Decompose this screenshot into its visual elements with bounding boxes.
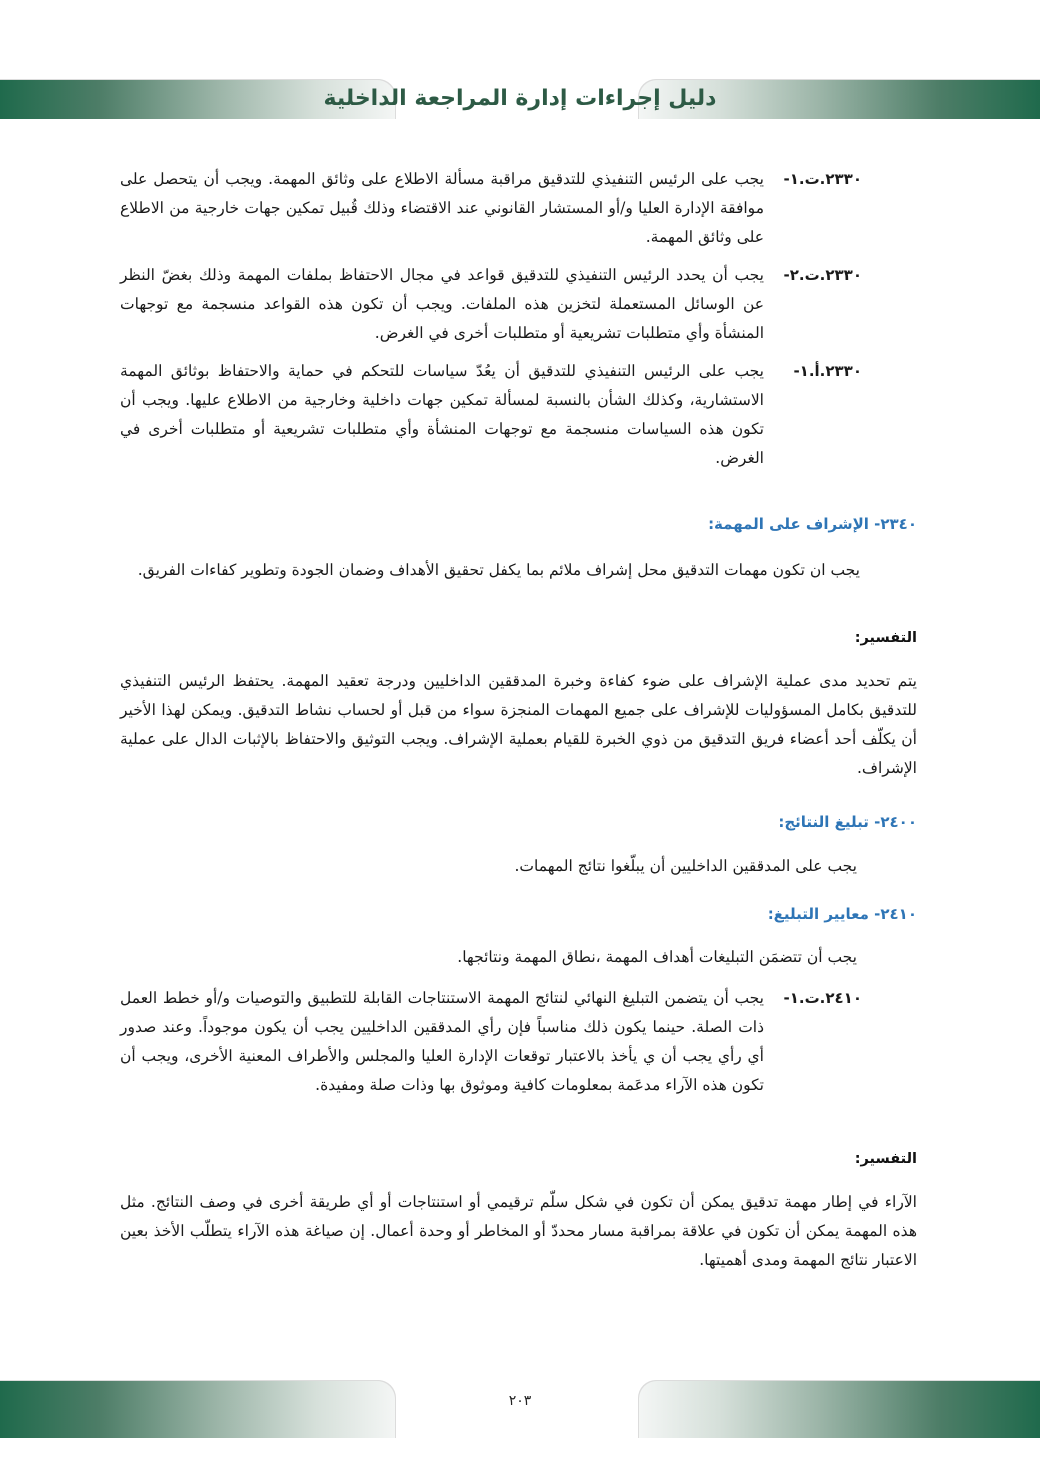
section-body-2340: يجب ان تكون مهمات التدقيق محل إشراف ملائم بما يكفل تحقيق الأهداف وضمان الجودة وتطوير كفاءات الفريق. <box>137 561 860 579</box>
section-heading-2400 <box>778 813 917 831</box>
standard-2330-items <box>120 165 862 473</box>
footer-gradient-right <box>638 1380 1040 1438</box>
section-number: ٢٤٠٠- <box>874 813 917 831</box>
footer-gradient-left <box>0 1380 396 1438</box>
standard-2410-items <box>120 984 862 1100</box>
section-body-2410: يجب أن تتضمَن التبليغات أهداف المهمة ،نطاق المهمة ونتائجها. <box>457 948 857 966</box>
item-number: ٢٤١٠.ت.١- <box>783 989 862 1007</box>
item-text: يجب أن يحدد الرئيس التنفيذي للتدقيق قواعد في مجال الاحتفاظ بملفات المهمة وذلك بغضّ النظر عن الوسائل المستعملة لتخزين هذه الملفات. ويجب أن تكون هذه القواعد منسجمة مع توجهات المنشأة وأي متطلبات تشريعية أو متطلبات أخرى في الغرض. <box>120 266 764 342</box>
interpretation-text-2410: الآراء في إطار مهمة تدقيق يمكن أن تكون في شكل سلّم ترقيمي أو استنتاجات أو أي طريقة أخرى في وصف النتائج. مثل هذه المهمة يمكن أن تكون في علاقة بمراقبة مسار محددّ أو المخاطر أو وحدة أعمال. إن صياغة هذه الآراء يتطلّب الأخذ بعين الاعتبار نتائج المهمة ومدى أهميتها. <box>120 1193 917 1269</box>
item-text: يجب على الرئيس التنفيذي للتدقيق أن يعُدّ سياسات للتحكم في حماية والاحتفاظ بوثائق المهمة الاستشارية، وكذلك الشأن بالنسبة لمسألة تمكين جهات داخلية وخارجية من الاطلاع عليها. ويجب أن تكون هذه السياسات منسجمة مع توجهات المنشأة وأي متطلبات تشريعية أو متطلبات أخرى في الغرض. <box>120 362 764 467</box>
interpretation-label: التفسير: <box>854 1151 917 1167</box>
section-title: معايير التبليغ: <box>767 905 869 923</box>
list-item <box>120 165 862 252</box>
page-number: ٢٠٣ <box>508 1393 532 1409</box>
section-number: ٢٤١٠- <box>874 905 917 923</box>
item-number: ٢٣٣٠.أ.١- <box>793 362 862 380</box>
section-title: الإشراف على المهمة: <box>708 515 869 533</box>
section-body-2400: يجب على المدققين الداخليين أن يبلّغوا نتائج المهمات. <box>514 857 857 875</box>
list-item <box>120 261 862 348</box>
section-heading-2410 <box>768 905 917 923</box>
interpretation-text-2340: يتم تحديد مدى عملية الإشراف على ضوء كفاءة وخبرة المدققين الداخليين ودرجة تعقيد المهمة. يحتفظ الرئيس التنفيذي للتدقيق بكامل المسؤوليات للإشراف على جميع المهمات المنجزة سواء من قبل أو لحساب نشاط التدقيق. ويمكن لهذا الأخير أن يكلّف أحد أعضاء فريق التدقيق من ذوي الخبرة للقيام بعملية الإشراف. ويجب التوثيق والاحتفاظ بالإثبات الدال على عملية الإشراف. <box>120 672 917 777</box>
item-text: يجب على الرئيس التنفيذي للتدقيق مراقبة مسألة الاطلاع على وثائق المهمة. ويجب أن يتحصل على موافقة الإدارة العليا و/أو المستشار القانوني عند الاقتضاء وذلك قُبيل تمكين جهات خارجية من الاطلاع على وثائق المهمة. <box>120 170 764 246</box>
list-item <box>120 357 862 473</box>
section-number: ٢٣٤٠- <box>874 515 917 533</box>
footer-band <box>0 1380 1040 1438</box>
list-item <box>120 984 862 1100</box>
item-number: ٢٣٣٠.ت.٢- <box>783 266 862 284</box>
section-title: تبليغ النتائج: <box>778 813 869 831</box>
document-title: دليل إجراءات إدارة المراجعة الداخلية <box>323 86 717 111</box>
interpretation-label: التفسير: <box>854 630 917 646</box>
header-band <box>0 79 1040 119</box>
item-text: يجب أن يتضمن التبليغ النهائي لنتائج المهمة الاستنتاجات القابلة للتطبيق والتوصيات و/أو خطط العمل ذات الصلة. حينما يكون ذلك مناسباً فإن رأي المدققين الداخليين يجب أن يكون موجوداً. وعند صدور أي رأي يجب أن ي يأخذ بالاعتبار توقعات الإدارة العليا والمجلس والأطراف المعنية الأخرى، ويجب أن تكون هذه الآراء مدعَمة بمعلومات كافية وموثوق بها وذات صلة ومفيدة. <box>120 989 764 1094</box>
item-number: ٢٣٣٠.ت.١- <box>783 170 862 188</box>
section-heading-2340 <box>708 515 917 533</box>
